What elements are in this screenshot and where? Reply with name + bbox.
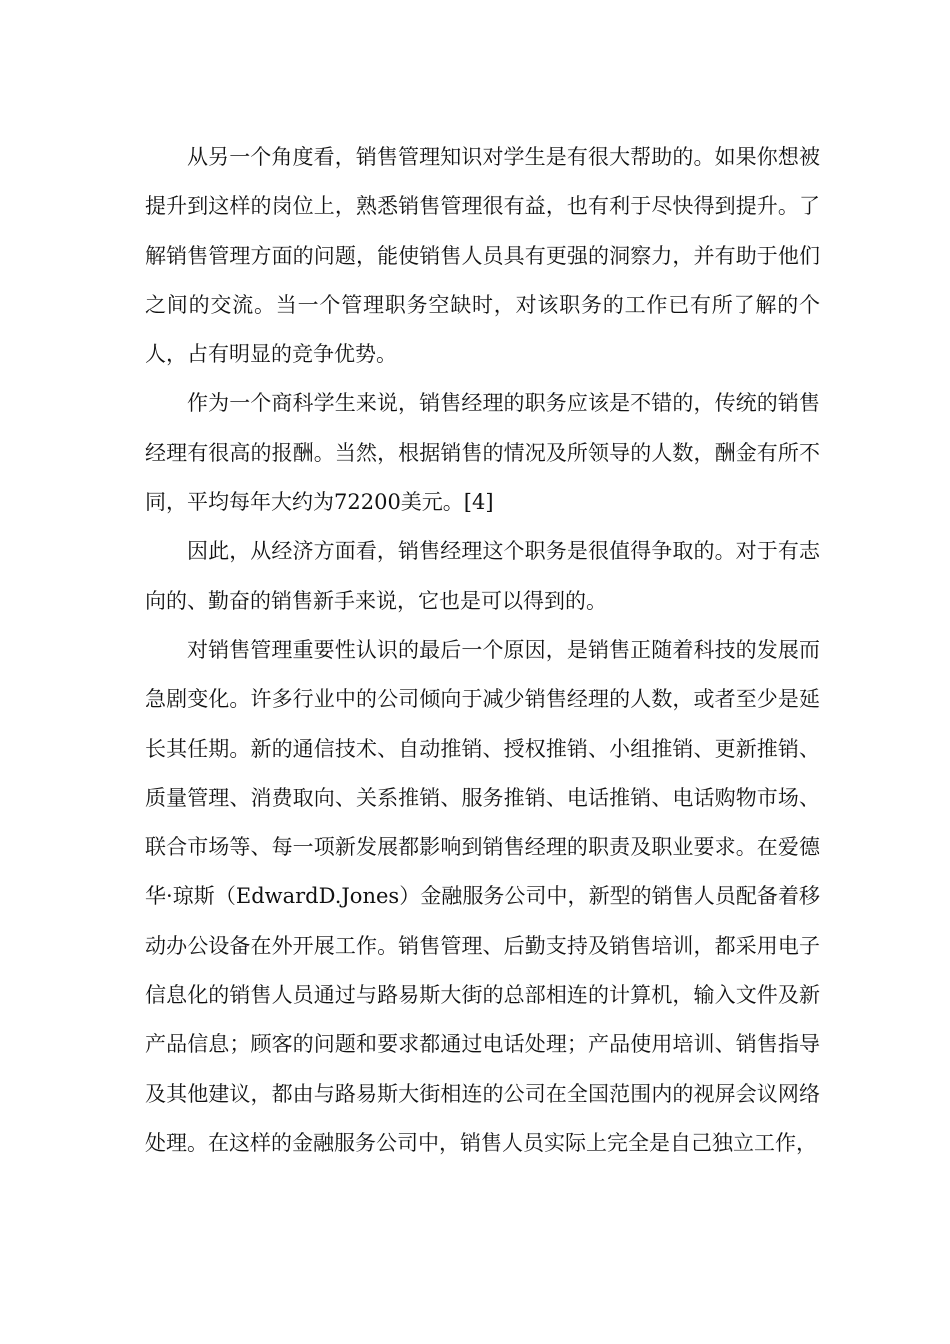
paragraph-economic-view: 因此，从经济方面看，销售经理这个职务是很值得争取的。对于有志向的、勤奋的销售新手来说，它也是可以得到的。 [145,539,820,613]
paragraph-sales-manager-compensation: 作为一个商科学生来说，销售经理的职务应该是不错的，传统的销售经理有很高的报酬。当然，根据销售的情况及所领导的人数，酬金有所不同，平均每年大约为72200美元。[4] [145,391,820,515]
document-body [145,133,820,1168]
paragraph-technology-change: 对销售管理重要性认识的最后一个原因，是销售正随着科技的发展而急剧变化。许多行业中的公司倾向于减少销售经理的人数，或者至少是延长其任期。新的通信技术、自动推销、授权推销、小组推销、更新推销、质量管理、消费取向、关系推销、服务推销、电话推销、电话购物市场、联合市场等、每一项新发展都影响到销售经理的职责及职业要求。在爱德华·琼斯（EdwardD.Jones）金融服务公司中，新型的销售人员配备着移动办公设备在外开展工作。销售管理、后勤支持及销售培训，都采用电子信息化的销售人员通过与路易斯大街的总部相连的计算机，输入文件及新产品信息；顾客的问题和要求都通过电话处理；产品使用培训、销售指导及其他建议，都由与路易斯大街相连的公司在全国范围内的视屏会议网络处理。在这样的金融服务公司中，销售人员实际上完全是自己独立工作， [145,637,820,1155]
paragraph-sales-management-benefits: 从另一个角度看，销售管理知识对学生是有很大帮助的。如果你想被提升到这样的岗位上，熟悉销售管理很有益，也有利于尽快得到提升。了解销售管理方面的问题，能使销售人员具有更强的洞察力，并有助于他们之间的交流。当一个管理职务空缺时，对该职务的工作已有所了解的个人，占有明显的竞争优势。 [145,145,820,367]
